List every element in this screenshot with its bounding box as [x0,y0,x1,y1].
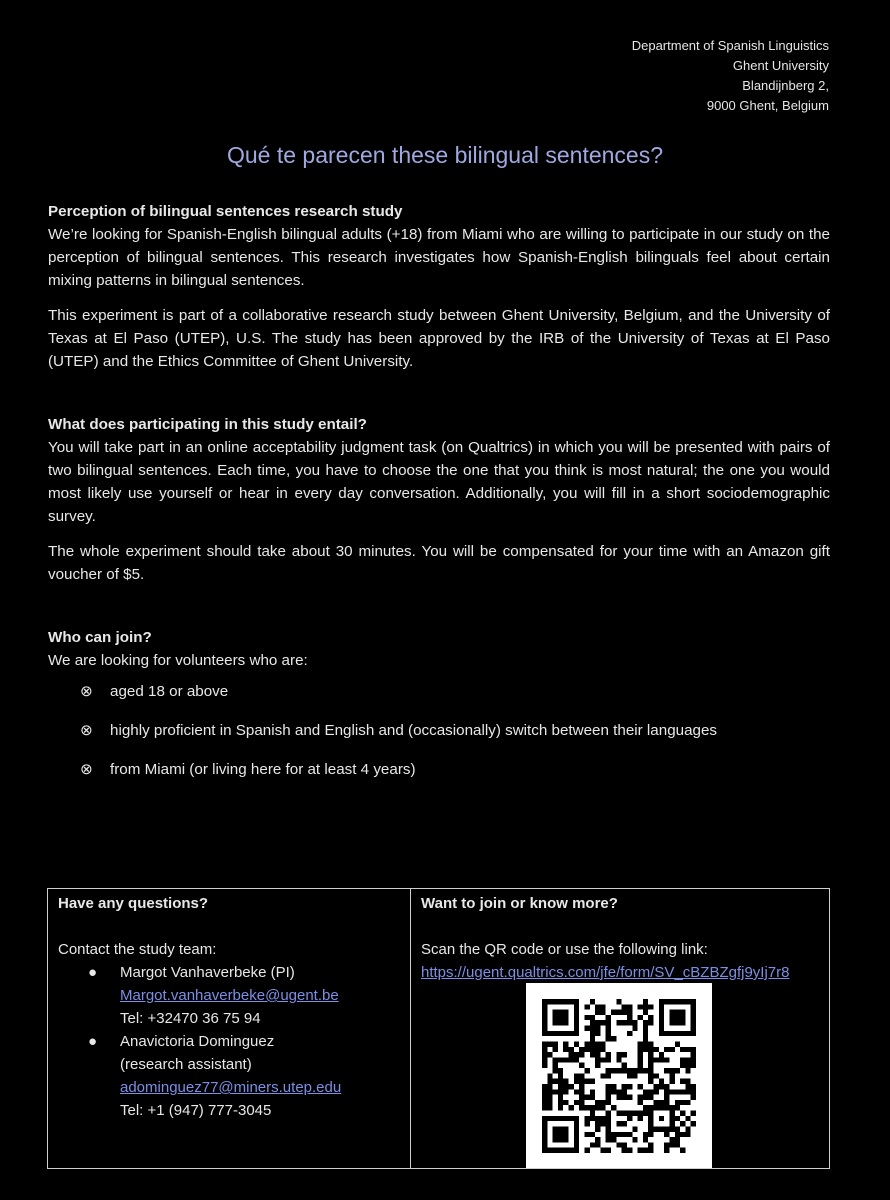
contact-role: (research assistant) [120,1056,252,1073]
criteria-list [48,680,830,781]
entail-task: You will take part in an online acceptability judgment task (on Qualtrics) in which you will be presented with pairs of two bilingual sentences. Each time, you have to choose the one that you think is most natural; the one you would most likely use yourself or hear in every day conversation. Additionally, you will fill in a short sociodemographic survey. [48,439,830,525]
page-title: Qué te parecen these bilingual sentences? [226,142,664,168]
join-heading: Who can join? [48,629,152,646]
contact-name: Margot Vanhaverbeke (PI) [120,964,295,981]
entail-duration: The whole experiment should take about 30 minutes. You will be compensated for your time with an Amazon gift voucher of $5. [48,543,830,583]
contact-intro: Contact the study team: [58,941,217,958]
list-item [88,961,400,1030]
entail-heading: What does participating in this study entail? [48,416,367,433]
contact-email-link[interactable]: adominguez77@miners.utep.edu [120,1079,342,1096]
list-item [80,719,830,742]
questions-heading: Have any questions? [58,895,209,912]
contact-name: Anavictoria Dominguez [120,1033,275,1050]
contacts-list [58,961,400,1122]
list-item [88,1030,400,1122]
questions-column [48,889,411,1168]
criterion-text: highly proficient in Spanish and English and (occasionally) switch between their languages [110,722,718,739]
criterion-text: from Miami (or living here for at least 4 years) [110,761,416,778]
bullet-icon: ● [88,1033,98,1050]
join-subheading: We are looking for volunteers who are: [48,652,308,669]
join-column [411,889,829,1168]
contact-table [47,888,830,1169]
contact-phone: Tel: +1 (947) 777-3045 [120,1102,272,1119]
main-content [48,200,830,797]
contact-phone: Tel: +32470 36 75 94 [120,1010,261,1027]
qr-code-icon [542,999,696,1153]
circled-x-icon: ⊗ [80,722,93,739]
address-university: Ghent University [732,58,829,73]
join-instructions: Scan the QR code or use the following link: [421,941,708,958]
survey-link[interactable]: https://ugent.qualtrics.com/jfe/form/SV_cBZBZgfj9yIj7r8 [421,964,790,981]
list-item [80,680,830,703]
study-collaboration: This experiment is part of a collaborative research study between Ghent University, Belgium, and the University of Texas at El Paso (UTEP), U.S. The study has been approved by the IRB of the University of Texas at El Paso (UTEP) and the Ethics Committee of Ghent University. [48,307,830,370]
join-more-heading: Want to join or know more? [421,895,618,912]
address-city: 9000 Ghent, Belgium [706,98,829,113]
study-description: We’re looking for Spanish-English bilingual adults (+18) from Miami who are willing to participate in our study on the perception of bilingual sentences. This research investigates how Spanish-English bilinguals feel about certain mixing patterns in bilingual sentences. [48,226,830,289]
circled-x-icon: ⊗ [80,683,93,700]
address-department: Department of Spanish Linguistics [631,38,829,53]
address-block [632,36,829,116]
contact-email-link[interactable]: Margot.vanhaverbeke@ugent.be [120,987,339,1004]
study-heading: Perception of bilingual sentences research study [48,203,403,220]
criterion-text: aged 18 or above [110,683,229,700]
qr-code[interactable] [526,983,712,1168]
list-item [80,758,830,781]
circled-x-icon: ⊗ [80,761,93,778]
address-street: Blandijnberg 2, [742,78,829,93]
bullet-icon: ● [88,964,98,981]
